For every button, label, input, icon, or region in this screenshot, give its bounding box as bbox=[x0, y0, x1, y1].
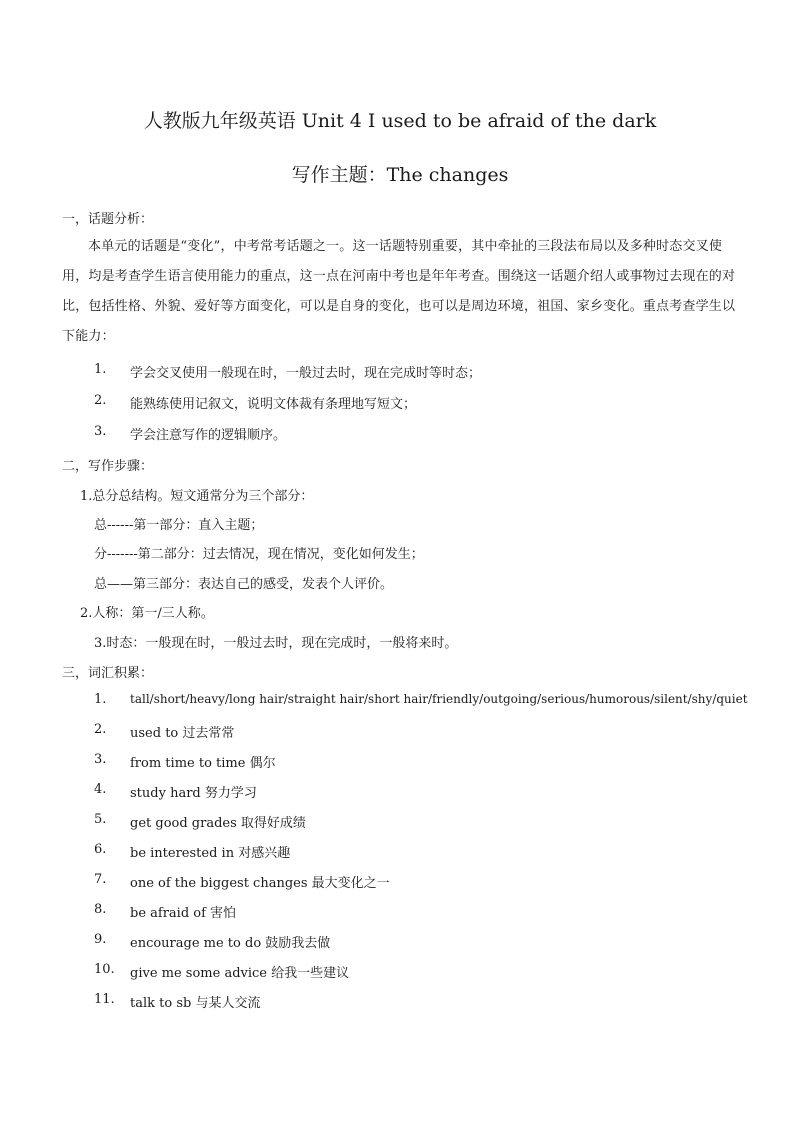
list-item-text: 能熟练使用记叙文，说明文体裁有条理地写短文； bbox=[130, 397, 417, 412]
vocab-number: 3. bbox=[94, 752, 107, 767]
vocab-number: 5. bbox=[94, 812, 107, 827]
vocab-item: from time to time 偶尔 bbox=[130, 756, 276, 771]
list-item-number: 1. bbox=[94, 362, 107, 377]
vocab-number: 8. bbox=[94, 902, 107, 917]
writing-step-structure: 1.总分总结构。短文通常分为三个部分： bbox=[80, 489, 314, 504]
vocab-item: encourage me to do 鼓励我去做 bbox=[130, 936, 331, 951]
structure-part: 总——第三部分：表达自己的感受，发表个人评价。 bbox=[94, 577, 394, 592]
vocab-number: 6. bbox=[94, 842, 107, 857]
vocab-item: get good grades 取得好成绩 bbox=[130, 816, 306, 831]
structure-part: 总------第一部分：直入主题； bbox=[94, 518, 264, 533]
vocab-number: 4. bbox=[94, 782, 107, 797]
writing-step-person: 2.人称：第一/三人称。 bbox=[80, 606, 214, 621]
section-heading-writing-steps: 二，写作步骤： bbox=[62, 459, 154, 474]
vocab-item: study hard 努力学习 bbox=[130, 786, 257, 801]
list-item-number: 2. bbox=[94, 393, 107, 408]
vocab-item: talk to sb 与某人交流 bbox=[130, 996, 261, 1011]
vocab-item: one of the biggest changes 最大变化之一 bbox=[130, 876, 390, 891]
vocab-item: used to 过去常常 bbox=[130, 726, 235, 741]
list-item-text: 学会注意写作的逻辑顺序。 bbox=[130, 428, 287, 443]
writing-step-tense: 3.时态：一般现在时，一般过去时，现在完成时，一般将来时。 bbox=[94, 636, 458, 651]
list-item-text: 学会交叉使用一般现在时，一般过去时，现在完成时等时态； bbox=[130, 366, 482, 381]
vocab-number: 2. bbox=[94, 722, 107, 737]
vocab-number: 11. bbox=[94, 992, 115, 1007]
vocab-item: be interested in 对感兴趣 bbox=[130, 846, 291, 861]
vocab-item: tall/short/heavy/long hair/straight hair/short hair/friendly/outgoing/serious/humorous/silent/shy/quiet bbox=[130, 692, 748, 706]
section-heading-vocabulary: 三，词汇积累： bbox=[62, 666, 154, 681]
vocab-item: be afraid of 害怕 bbox=[130, 906, 237, 921]
vocab-number: 9. bbox=[94, 932, 107, 947]
document-subtitle: 写作主题：The changes bbox=[291, 164, 509, 186]
list-item-number: 3. bbox=[94, 424, 107, 439]
vocab-number: 10. bbox=[94, 962, 115, 977]
vocab-number: 1. bbox=[94, 692, 107, 707]
vocab-item: give me some advice 给我一些建议 bbox=[130, 966, 350, 981]
structure-part: 分-------第二部分：过去情况，现在情况，变化如何发生； bbox=[94, 547, 424, 562]
topic-analysis-paragraph: 本单元的话题是“变化”，中考常考话题之一。这一话题特别重要，其中牵扯的三段法布局以及多种时态交叉使用，均是考查学生语言使用能力的重点，这一点在河南中考也是年年考查。围绕这一话题介绍人或事物过去现在的对比，包括性格、外貌、爱好等方面变化，可以是自身的变化，也可以是周边环境，祖国、家乡变化。重点考查学生以下能力： bbox=[62, 239, 736, 344]
section-heading-topic-analysis: 一，话题分析： bbox=[62, 212, 154, 227]
document-title: 人教版九年级英语 Unit 4 I used to be afraid of the dark bbox=[143, 110, 657, 132]
vocab-number: 7. bbox=[94, 872, 107, 887]
